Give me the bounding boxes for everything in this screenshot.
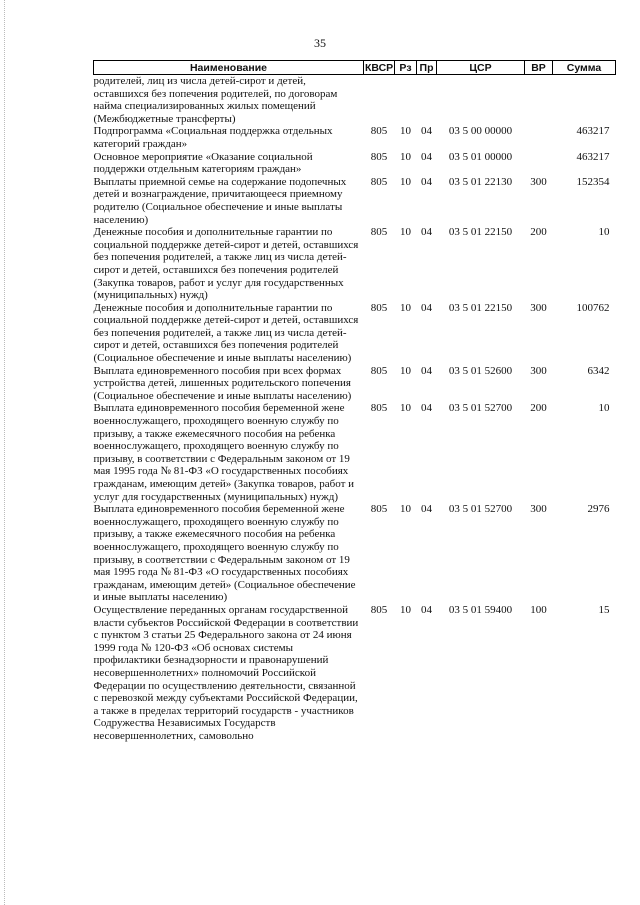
row-kvsr-cell: 805 bbox=[370, 402, 388, 415]
budget-table bbox=[93, 60, 616, 742]
table-row bbox=[94, 125, 616, 150]
row-vr-cell: 300 bbox=[530, 301, 547, 314]
row-kvsr-cell: 805 bbox=[370, 175, 388, 188]
row-pr-cell: 04 bbox=[421, 226, 432, 239]
row-kvsr-cell: 805 bbox=[370, 226, 388, 239]
row-sum-cell: 100762 bbox=[576, 301, 610, 314]
table-row bbox=[94, 503, 616, 604]
row-pr-cell: 04 bbox=[421, 301, 432, 314]
row-vr-cell: 200 bbox=[530, 226, 547, 239]
row-kvsr-cell bbox=[364, 75, 395, 126]
row-sum-cell: 15 bbox=[598, 603, 610, 616]
row-kvsr-cell: 805 bbox=[370, 364, 388, 377]
row-rz-cell: 10 bbox=[400, 125, 411, 138]
table-body bbox=[94, 75, 616, 743]
row-vr-cell bbox=[525, 125, 553, 150]
row-csr-cell: 03 5 01 22150 bbox=[448, 226, 513, 239]
table-row bbox=[94, 226, 616, 302]
row-name-cell: Подпрограмма «Социальная поддержка отдельных категорий граждан» bbox=[93, 125, 333, 150]
column-header-vr: ВР bbox=[525, 61, 553, 75]
row-pr-cell: 04 bbox=[421, 150, 432, 163]
table-row bbox=[94, 604, 616, 743]
column-header-kvsr: КВСР bbox=[365, 61, 394, 74]
row-kvsr-cell: 805 bbox=[370, 503, 388, 516]
row-name-cell: Осуществление переданных органам государственной власти субъектов Российской Федерации в соответствии с пунктом 3 статьи 25 Федерального закона от 24 июня 1999 года № 120-ФЗ «Об основах системы профилактики безнадзорности и правонарушений несовершеннолетних» полномочий Российской Федерации по осуществлению деятельности, связанной с перевозкой между субъектами Российской Федерации, а также в пределах территорий государств - участников Содружества Независимых Государств несовершеннолетних, самовольно bbox=[93, 603, 359, 742]
row-sum-cell: 463217 bbox=[576, 150, 610, 163]
row-pr-cell: 04 bbox=[421, 175, 432, 188]
row-name-cell: Денежные пособия и дополнительные гарантии по социальной поддержке детей-сирот и детей, оставшихся без попечения родителей, а также лиц из числа детей-сирот и детей, оставшихся без попечения родителей (Закупка товаров, работ и услуг для государственных (муниципальных) нужд) bbox=[93, 226, 359, 302]
row-rz-cell: 10 bbox=[400, 364, 411, 377]
row-vr-cell: 200 bbox=[530, 402, 547, 415]
row-sum-cell: 463217 bbox=[576, 125, 610, 138]
row-pr-cell: 04 bbox=[421, 503, 432, 516]
row-sum-cell bbox=[553, 75, 616, 126]
column-header-sum: Сумма bbox=[553, 61, 616, 75]
budget-table-container bbox=[93, 60, 615, 742]
row-csr-cell: 03 5 01 22130 bbox=[448, 175, 513, 188]
table-row bbox=[94, 176, 616, 226]
row-rz-cell: 10 bbox=[400, 175, 411, 188]
row-vr-cell: 100 bbox=[530, 603, 547, 616]
row-pr-cell: 04 bbox=[421, 603, 432, 616]
row-kvsr-cell: 805 bbox=[370, 125, 388, 138]
row-rz-cell: 10 bbox=[400, 503, 411, 516]
row-rz-cell: 10 bbox=[400, 402, 411, 415]
row-name-cell: Основное мероприятие «Оказание социальной поддержки отдельным категориям граждан» bbox=[93, 150, 313, 176]
scan-edge bbox=[4, 0, 6, 905]
column-header-pr: Пр bbox=[417, 61, 437, 75]
row-csr-cell: 03 5 00 00000 bbox=[448, 125, 513, 138]
row-name-cell: Выплата единовременного пособия беременной жене военнослужащего, проходящего военную службу по призыву, а также ежемесячного пособия на ребенка военнослужащего, проходящего военную службу по призыву, в соответствии с Федеральным законом от 19 мая 1995 года № 81-ФЗ «О государственных пособиях гражданам, имеющим детей» (Закупка товаров, работ и услуг для государственных (муниципальных) нужд) bbox=[93, 402, 355, 503]
table-row bbox=[94, 402, 616, 503]
row-pr-cell bbox=[417, 75, 437, 126]
row-kvsr-cell: 805 bbox=[370, 150, 388, 163]
column-header-name: Наименование bbox=[94, 61, 364, 75]
row-vr-cell bbox=[525, 151, 553, 176]
table-row bbox=[94, 151, 616, 176]
table-row bbox=[94, 75, 616, 126]
row-pr-cell: 04 bbox=[421, 125, 432, 138]
row-kvsr-cell: 805 bbox=[370, 301, 388, 314]
row-rz-cell: 10 bbox=[400, 301, 411, 314]
row-rz-cell: 10 bbox=[400, 226, 411, 239]
row-pr-cell: 04 bbox=[421, 364, 432, 377]
row-csr-cell: 03 5 01 22150 bbox=[448, 301, 513, 314]
row-sum-cell: 10 bbox=[598, 226, 610, 239]
row-csr-cell: 03 5 01 00000 bbox=[448, 150, 513, 163]
row-csr-cell: 03 5 01 52700 bbox=[448, 503, 513, 516]
row-name-cell: Выплата единовременного пособия беременной жене военнослужащего, проходящего военную службу по призыву, а также ежемесячного пособия на ребенка военнослужащего, проходящего военную службу по призыву, в соответствии с Федеральным законом от 19 мая 1995 года № 81-ФЗ «О государственных пособиях гражданам, имеющим детей» (Социальное обеспечение и иные выплаты населению) bbox=[93, 503, 356, 604]
row-sum-cell: 2976 bbox=[587, 503, 610, 516]
row-name-cell: Выплата единовременного пособия при всех формах устройства детей, лишенных родительского попечения (Социальное обеспечение и иные выплаты населению) bbox=[93, 364, 352, 402]
row-kvsr-cell: 805 bbox=[370, 603, 388, 616]
row-rz-cell: 10 bbox=[400, 603, 411, 616]
row-sum-cell: 6342 bbox=[587, 364, 610, 377]
row-sum-cell: 152354 bbox=[576, 175, 610, 188]
row-name-cell: родителей, лиц из числа детей-сирот и детей, оставшихся без попечения родителей, по договорам найма специализированных жилых помещений (Межбюджетные трансферты) bbox=[93, 75, 338, 125]
column-header-rz: Рз bbox=[395, 61, 417, 75]
row-csr-cell: 03 5 01 59400 bbox=[448, 603, 513, 616]
page-number: 35 bbox=[314, 36, 326, 50]
row-rz-cell: 10 bbox=[400, 150, 411, 163]
row-sum-cell: 10 bbox=[598, 402, 610, 415]
row-pr-cell: 04 bbox=[421, 402, 432, 415]
row-vr-cell: 300 bbox=[530, 503, 547, 516]
row-vr-cell bbox=[525, 75, 553, 126]
row-csr-cell: 03 5 01 52700 bbox=[448, 402, 513, 415]
row-name-cell: Денежные пособия и дополнительные гарантии по социальной поддержке детей-сирот и детей, оставшихся без попечения родителей, а также лиц из числа детей-сирот и детей, оставшихся без попечения родителей (Социальное обеспечение и иные выплаты населению) bbox=[93, 301, 359, 365]
table-row bbox=[94, 302, 616, 365]
row-csr-cell bbox=[437, 75, 525, 126]
table-row bbox=[94, 365, 616, 403]
row-name-cell: Выплаты приемной семье на содержание подопечных детей и вознаграждение, причитающееся приемному родителю (Социальное обеспечение и иные выплаты населению) bbox=[93, 175, 347, 226]
table-header-row bbox=[94, 61, 616, 75]
row-vr-cell: 300 bbox=[530, 175, 547, 188]
column-header-csr: ЦСР bbox=[437, 61, 525, 75]
row-vr-cell: 300 bbox=[530, 364, 547, 377]
row-rz-cell bbox=[395, 75, 417, 126]
row-csr-cell: 03 5 01 52600 bbox=[448, 364, 513, 377]
